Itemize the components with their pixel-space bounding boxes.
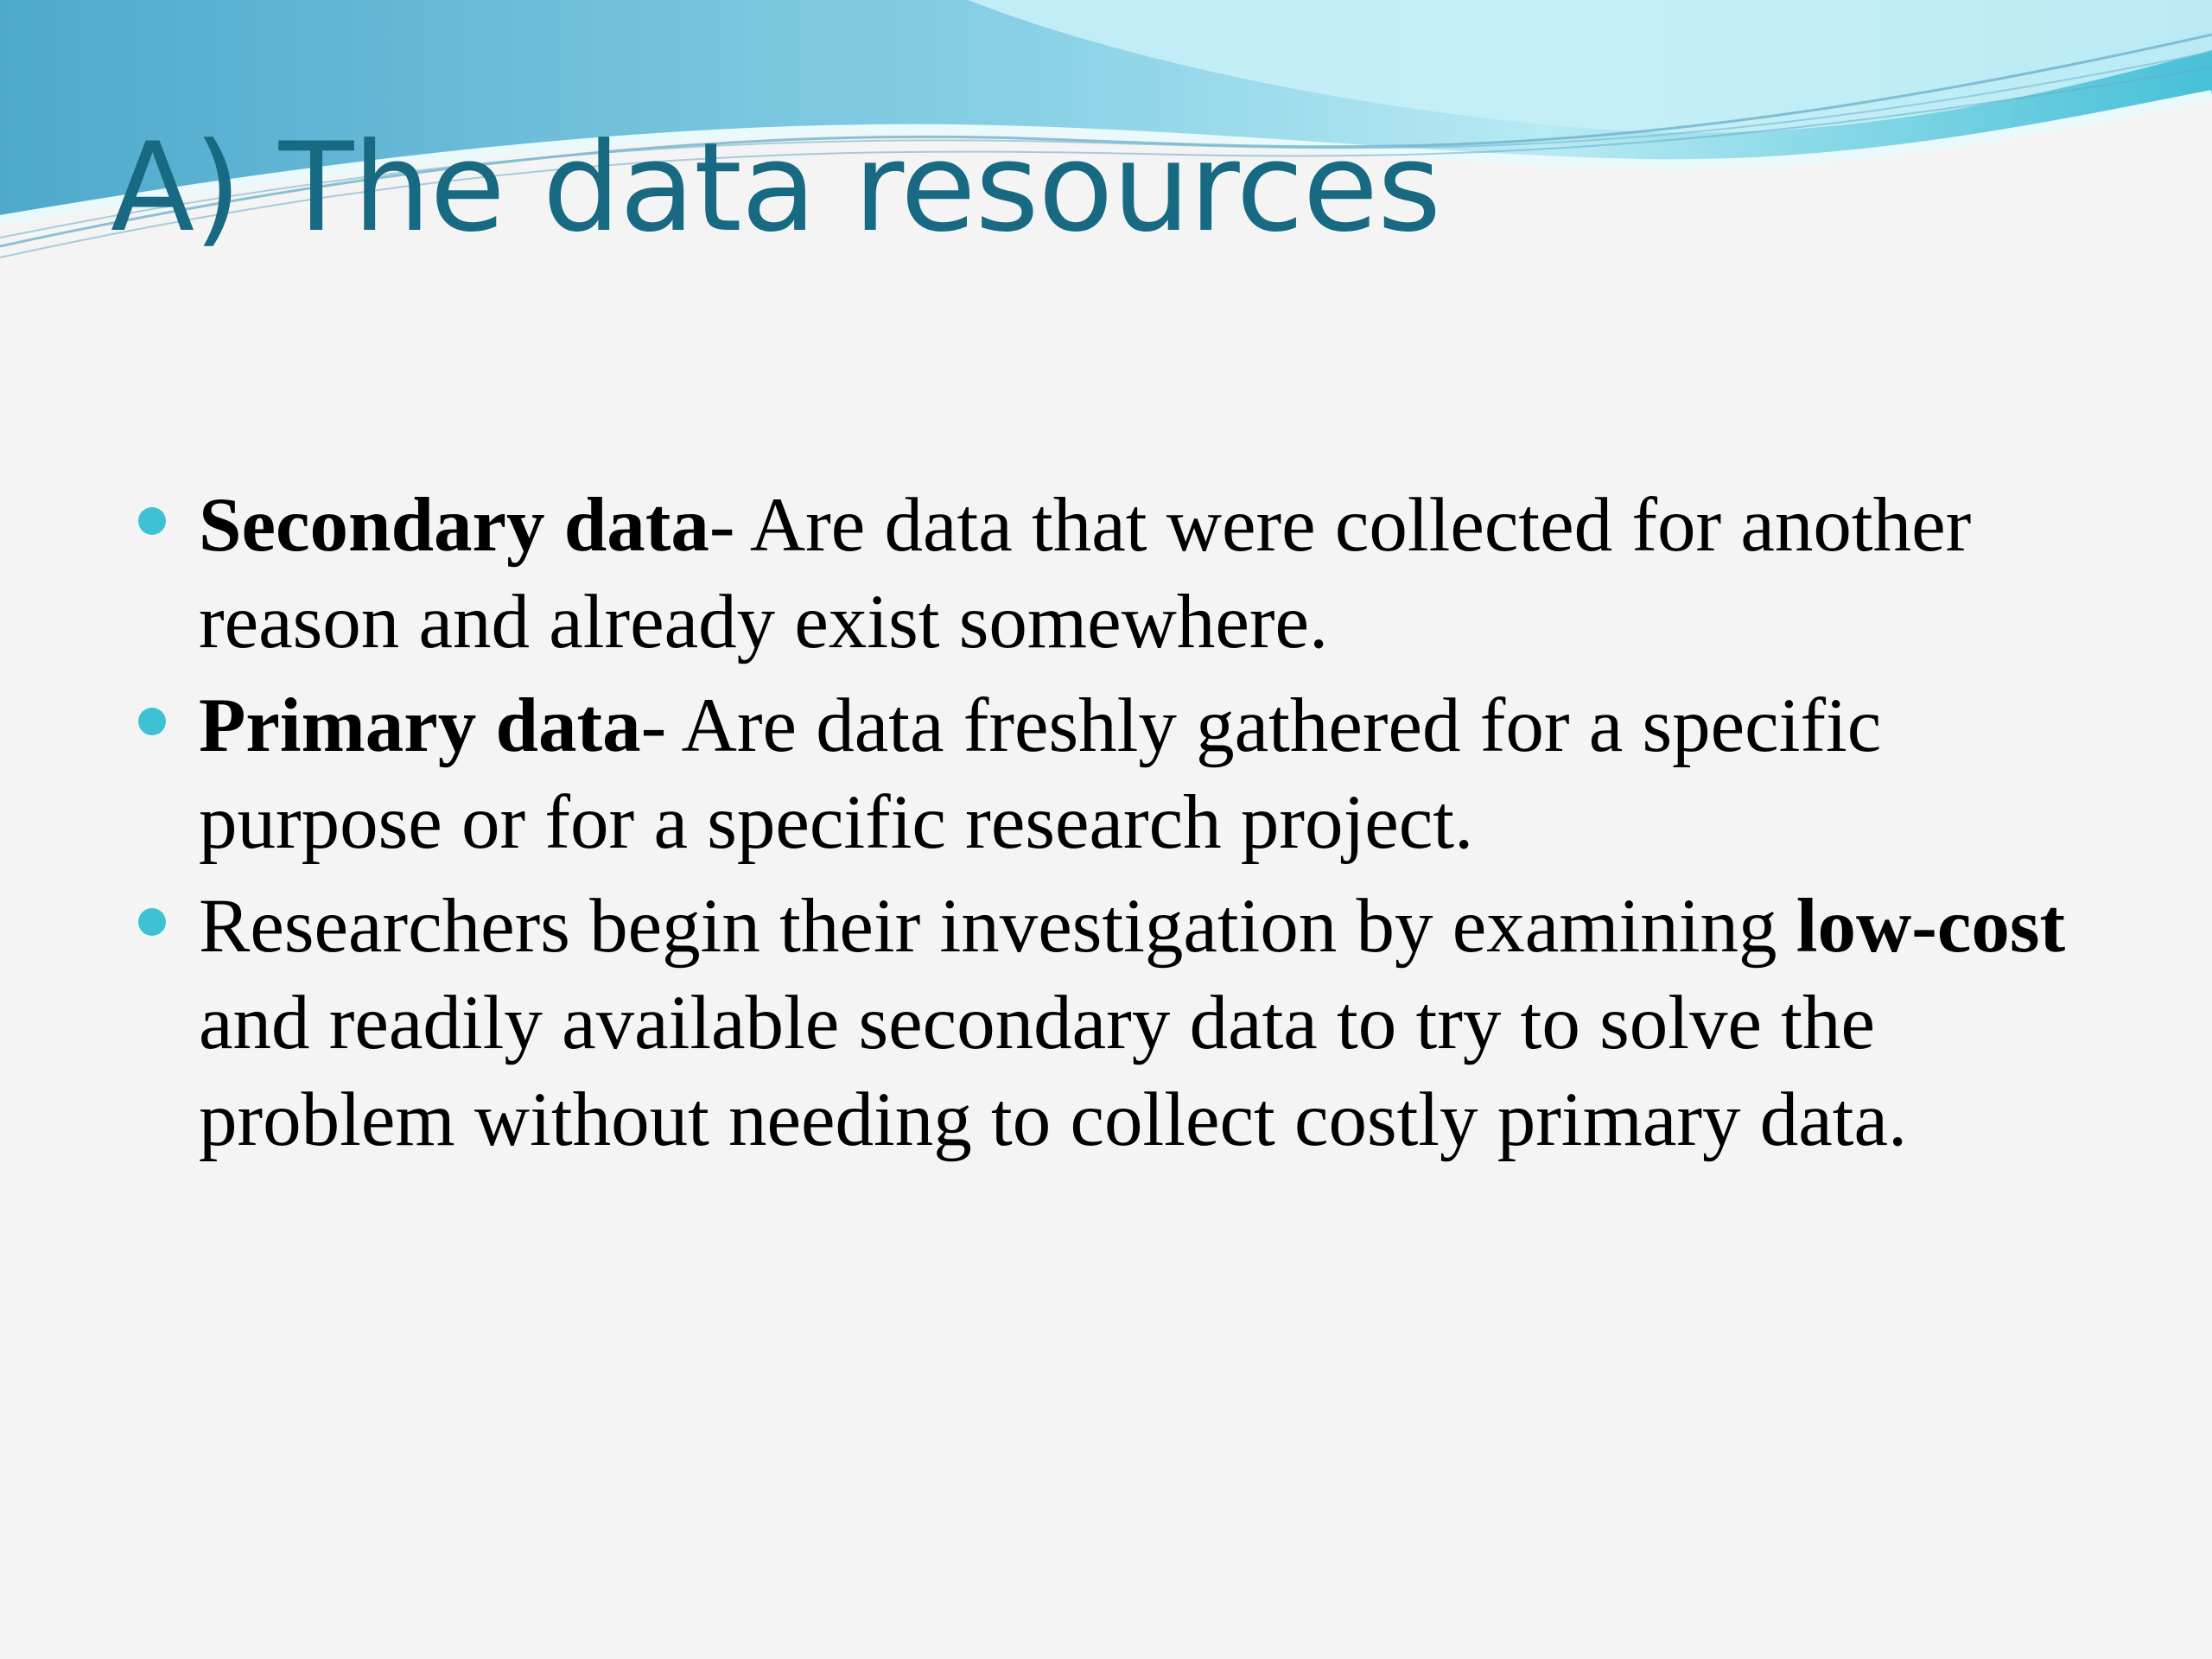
bullet-item-secondary-data [0, 477, 2212, 671]
definition-secondary-data: - Are data that were collected for another reason and already exist somewhere. [199, 483, 1972, 664]
bullet-list [0, 477, 2212, 1175]
bullet-icon [138, 507, 166, 535]
term-low-cost: low-cost [1796, 884, 2066, 969]
slide-title: A) The data resources [111, 117, 1441, 259]
bullet-text [199, 477, 2134, 671]
bullet-text [199, 677, 2134, 871]
bullet-text [199, 878, 2134, 1168]
bullet-item-research-approach [0, 878, 2212, 1168]
term-secondary-data: Secondary data [199, 483, 709, 568]
research-approach-text-after: and readily available secondary data to try to solve the problem without needing to collect costly primary data. [199, 981, 1908, 1162]
term-primary-data: Primary data [199, 683, 641, 768]
bullet-icon [138, 708, 166, 735]
bullet-icon [138, 908, 166, 936]
research-approach-text-before: Researchers begin their investigation by examining [199, 884, 1796, 969]
definition-primary-data: - Are data freshly gathered for a specific purpose or for a specific research project. [199, 683, 1882, 865]
bullet-item-primary-data [0, 677, 2212, 871]
